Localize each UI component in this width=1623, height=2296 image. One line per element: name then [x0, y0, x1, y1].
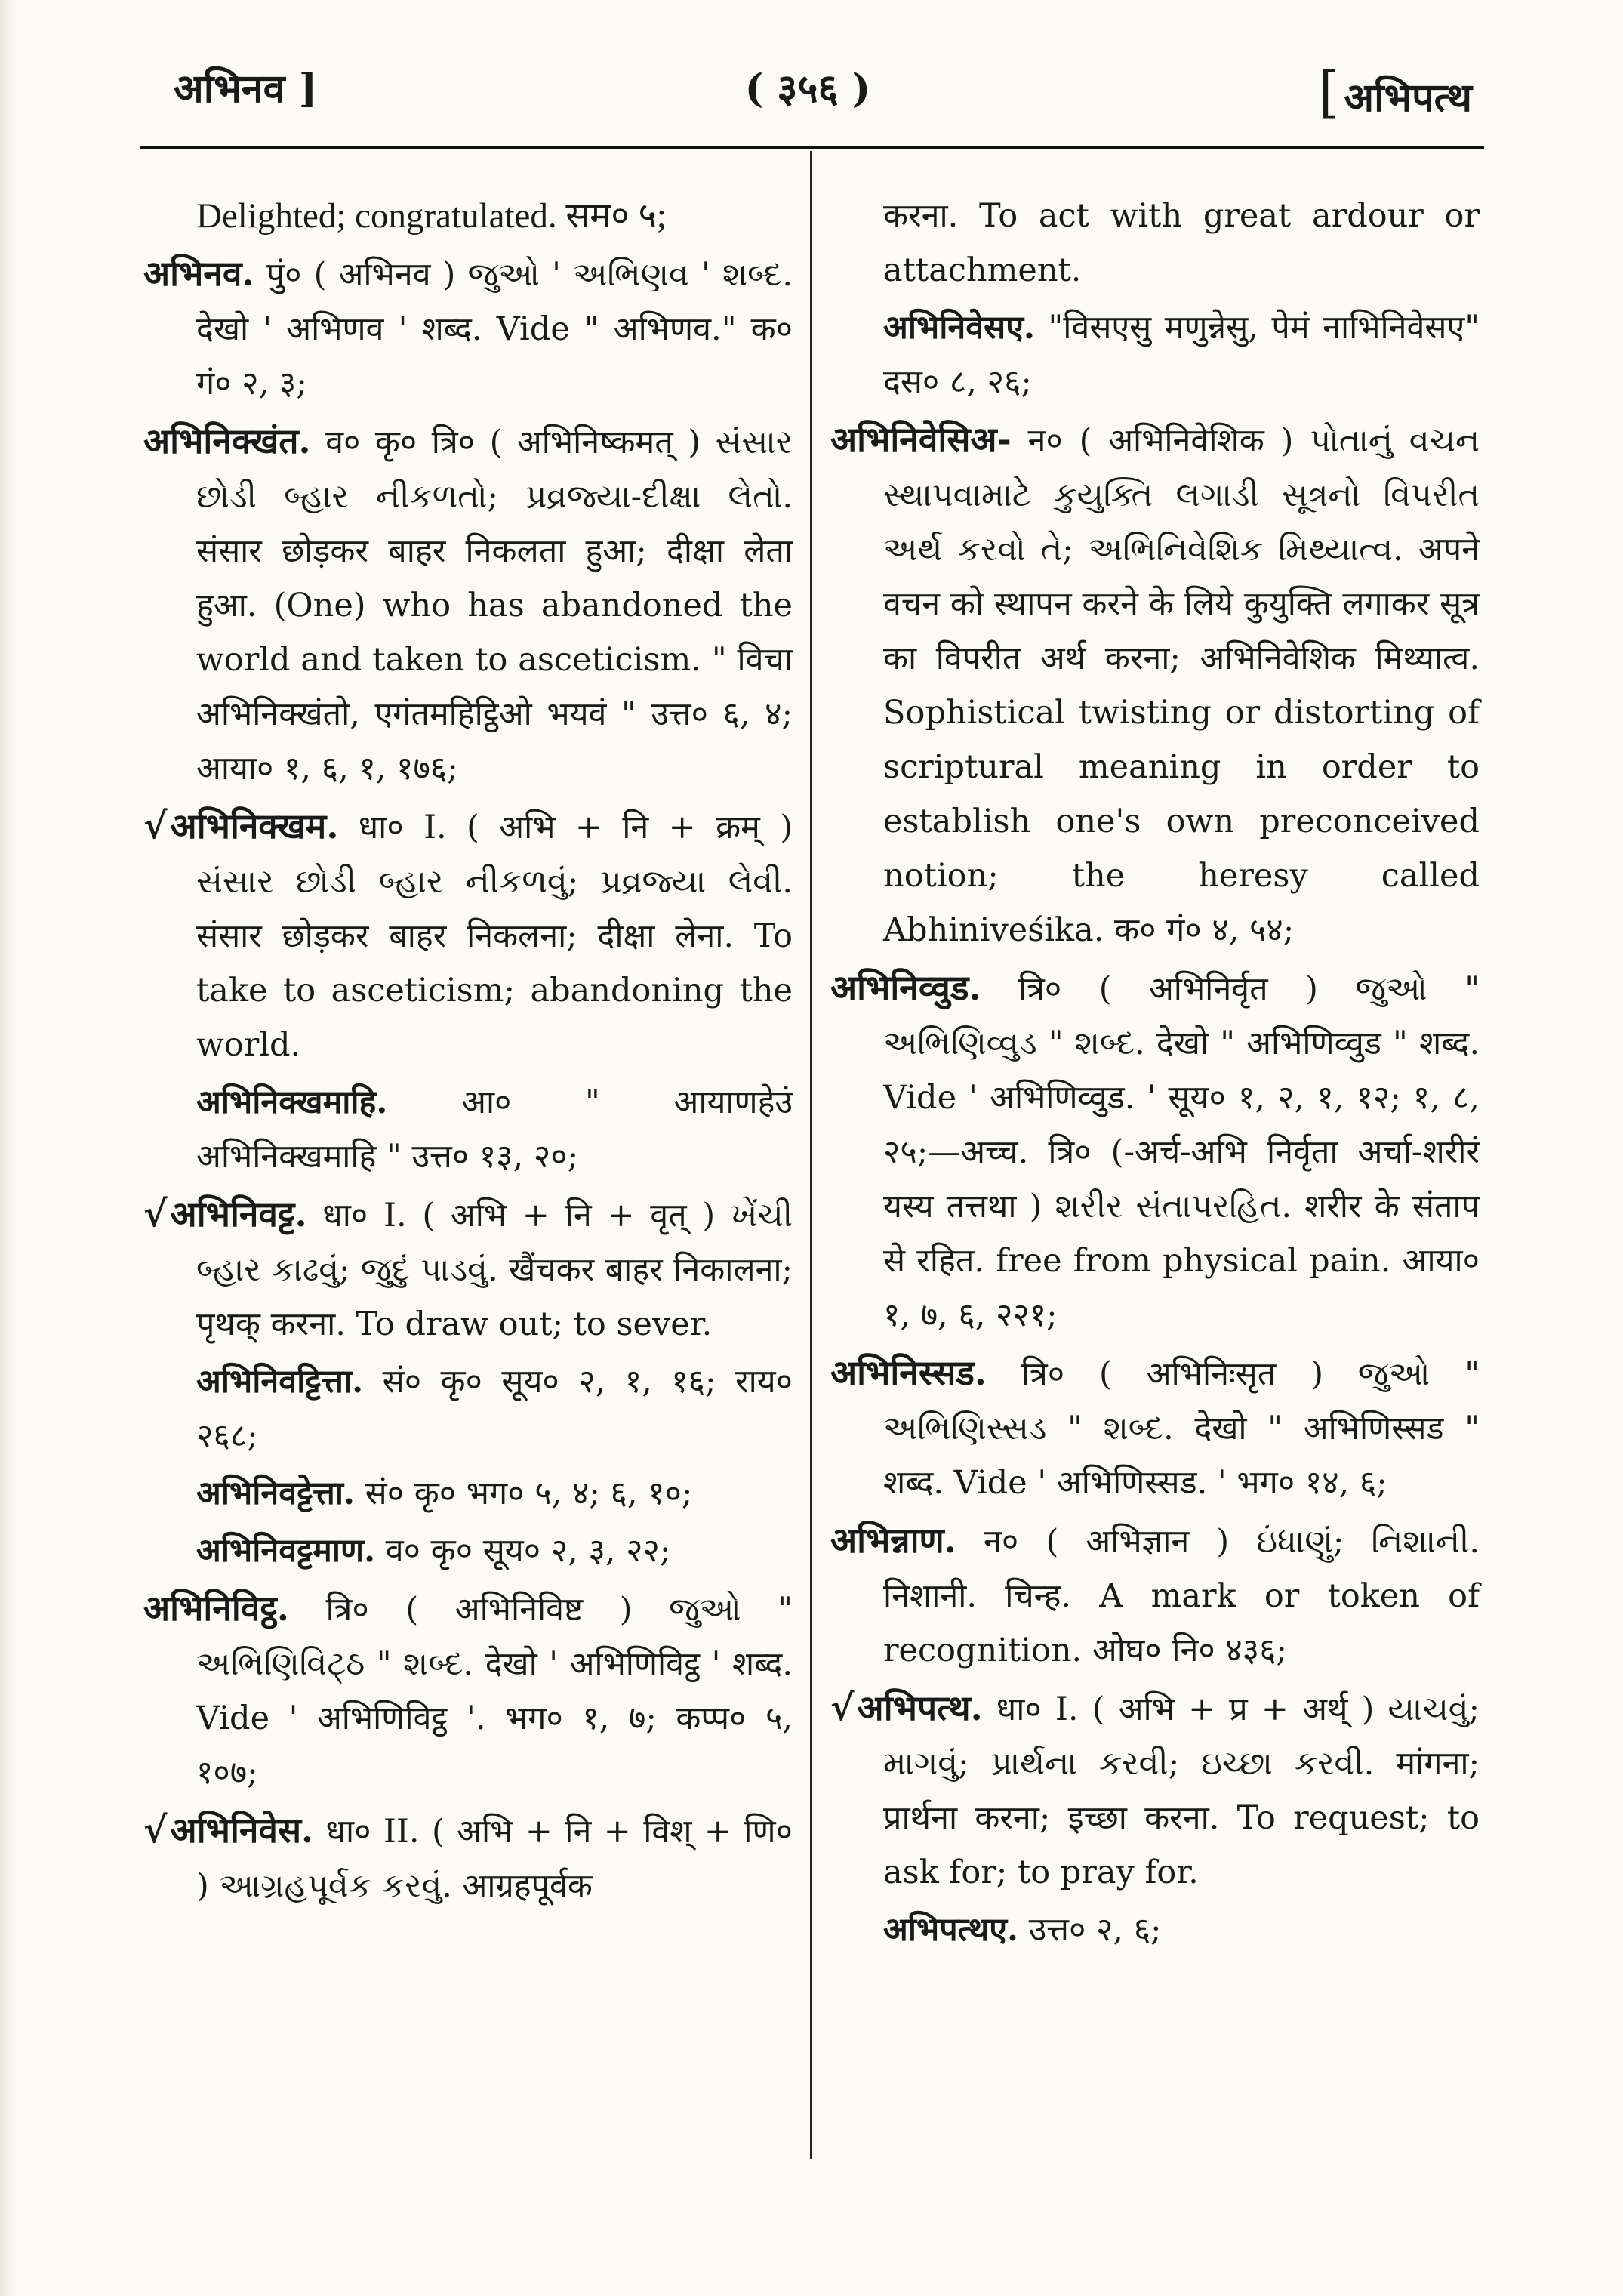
- entry-body: पुं० ( अभिनव ) જુઓ ' અભિણવ ' શબ્દ. देखो ' अभिणव ' शब्द. Vide " अभिणव." क० गं० २, ३;: [196, 256, 793, 402]
- right-column: [830, 189, 1480, 1960]
- scan-edge-shading: [0, 0, 14, 2296]
- dictionary-entry: [830, 1681, 1480, 1900]
- sub-entry: [143, 1354, 793, 1463]
- entry-body: त्रि० ( अभिनिःसृत ) જુઓ " અભિણિસ્સડ " શબ્દ. देखो " अभिणिस्सड " शब्द. Vide ' अभिणिस्सड. ' भग० १४, ६;: [883, 1355, 1480, 1502]
- entry-body: धा० II. ( अभि + नि + विश् + णि० ) આગ્રહપૂર્વક કરવું. आग्रहपूर्वक: [196, 1813, 793, 1905]
- entry-headword: अभिनिक्खम.: [170, 806, 339, 846]
- entry-headword: अभिपत्थ.: [857, 1687, 983, 1728]
- dictionary-entry: [143, 1581, 793, 1800]
- root-check-mark: √: [143, 805, 168, 847]
- dictionary-entry: [830, 960, 1480, 1342]
- sub-entry: [143, 1075, 793, 1184]
- header-right-guideword: [1318, 60, 1472, 124]
- dictionary-entry: [143, 414, 793, 796]
- sub-entry-headword: अभिनिवट्टमाण.: [196, 1532, 376, 1570]
- entry-headword: अभिनिवट्ट.: [170, 1194, 307, 1234]
- entry-headword: अभिनिक्खंत.: [143, 421, 311, 461]
- root-check-mark: √: [143, 1809, 168, 1851]
- dictionary-entry: [143, 246, 793, 411]
- sub-entry-body: "विसएसु मणुन्नेसु, पेमं नाभिनिवेसए" दस० ८, २६;: [883, 309, 1480, 401]
- sub-entry-body: सं० कृ० भग० ५, ४; ६, १०;: [365, 1475, 693, 1512]
- sub-entry: [143, 1524, 793, 1578]
- dictionary-entry: [143, 799, 793, 1072]
- entry-body: धा० I. ( अभि + नि + वृत् ) ખેંચી બ્હાર કાઢવું; જુદું પાડવું. खैंचकर बाहर निकालना; पृथक् करना. To draw out; to sever.: [196, 1197, 793, 1343]
- entry-body: धा० I. ( अभि + प्र + अर्थ् ) યાચવું; માગવું; પ્રાર્થના કરવી; ઇચ્છા કરવી. मांगना; प्रार्थना करना; इच्छा करना. To request; to ask for; to pray for.: [883, 1690, 1480, 1891]
- root-check-mark: √: [143, 1193, 168, 1235]
- sub-entry-body: आ० " आयाणहेउं अभिनिक्खमाहि " उत्त० १३, २०;: [196, 1083, 793, 1176]
- entry-headword: अभिनिस्सड.: [830, 1352, 987, 1393]
- sub-entry: [143, 1466, 793, 1521]
- root-check-mark: √: [830, 1687, 855, 1729]
- dictionary-entry: [143, 1187, 793, 1351]
- dictionary-entry: [830, 1513, 1480, 1678]
- header-rule: [140, 146, 1484, 149]
- entry-body: न० ( अभिज्ञान ) ઇંધાણું; નિશાની. निशानी. चिन्ह. A mark or token of recognition. ओघ० नि० ४३६;: [883, 1523, 1480, 1669]
- sub-entry-headword: अभिनिक्खमाहि.: [196, 1083, 388, 1121]
- header-left-guideword: अभिनव ]: [174, 66, 318, 112]
- entry-body: व० कृ० त्रि० ( अभिनिष्कमत् ) સંસાર છોડી બ્હાર નીકળતો; પ્રવ્રજ્યા-દીક્ષા લેતો. संसार छोड़कर बाहर निकलता हुआ; दीक्षा लेता हुआ. (One) who has abandoned the world and taken to asceticism. " विचा अभिनिक्खंतो, एगंतमहिट्ठिओ भयवं " उत्त० ६, ४; आया० १, ६, १, १७६;: [196, 424, 793, 787]
- entry-headword: अभिनिव्वुड.: [830, 967, 981, 1008]
- dictionary-entry: [830, 1345, 1480, 1510]
- entry-headword: अभिनिवेसिअ-: [830, 419, 1012, 460]
- entry-body: त्रि० ( अभिनिर्वृत ) જુઓ " અભિણિવ્વુડ " શબ્દ. देखो " अभिणिव्वुड " शब्द. Vide ' अभिणिव्वुड. ' सूय० १, २, १, १२; १, ८, २५;—अच्च. त्रि० (-अर्च-अभि निर्वृता अर्चा-शरीरं यस्य तत्तथा ) શરીર સંતાપરહિત. शरीर के संताप से रहित. free from physical pain. आया० १, ७, ६, २२१;: [883, 970, 1480, 1334]
- sub-entry-body: सं० कृ० सूय० २, १, १६; राय० २६८;: [196, 1363, 793, 1455]
- sub-entry-headword: अभिनिवट्टेत्ता.: [196, 1475, 355, 1512]
- dictionary-entry: [830, 412, 1480, 957]
- entry-body: धा० I. ( अभि + नि + क्रम् ) સંસાર છોડી બ્હાર નીકળવું; પ્રવ્રજ્યા લેવી. संसार छोड़कर बाहर निकलना; दीक्षा लेना. To take to asceticism; abandoning the world.: [196, 809, 793, 1064]
- entry-headword: अभिनिवेस.: [170, 1810, 314, 1851]
- sub-entry: [830, 300, 1480, 409]
- entry-body: न० ( अभिनिवेशिक ) પોતાનું વચન સ્થાપવામાટે કુયુક્તિ લગાડી સૂત્રનો વિપરીત અર્થ કરવો તે; અભિનિવેશિક મિથ્યાત્વ. अपने वचन को स्थापन करने के लिये कुयुक्ति लगाकर सूत्र का विपरीत अर्थ करना; अभिनिवेशिक मिथ्यात्व. Sophistical twisting or distorting of scriptural meaning in order to establish one's own preconceived notion; the heresy called Abhiniveśika. क० गं० ४, ५४;: [883, 422, 1480, 949]
- header-right-word: अभिपत्थ: [1344, 75, 1472, 121]
- entry-headword: अभिनव.: [143, 253, 254, 294]
- sub-entry-headword: अभिनिवेसए.: [883, 309, 1035, 347]
- header-right-bracket: [: [1318, 60, 1340, 124]
- dictionary-entry: [143, 1803, 793, 1913]
- sub-entry-body: व० कृ० सूय० २, ३, २२;: [385, 1532, 671, 1570]
- page-header: [143, 53, 1472, 124]
- sub-entry: [830, 1903, 1480, 1957]
- sub-entry-body: उत्त० २, ६;: [1028, 1911, 1162, 1949]
- sub-entry-headword: अभिपत्थए.: [883, 1911, 1019, 1949]
- page-number: ( ३५६ ): [744, 66, 871, 112]
- entry-continuation: करना. To act with great ardour or attachment.: [883, 197, 1480, 289]
- entry-continuation: Delighted; congratulated. सम० ५;: [196, 196, 667, 236]
- entry-headword: अभिन्नाण.: [830, 1520, 956, 1561]
- entry-headword: अभिनिविट्ठ.: [143, 1588, 289, 1629]
- entry-body: त्रि० ( अभिनिविष्ट ) જુઓ " અભિણિવિટ્ઠ " શબ્દ. देखो ' अभिणिविट्ठ ' शब्द. Vide ' अभिणिविट्ठ '. भग० १, ७; कप्प० ५, १०७;: [196, 1591, 793, 1792]
- column-divider: [810, 151, 812, 2159]
- left-column: [143, 189, 793, 1916]
- sub-entry-headword: अभिनिवट्टित्ता.: [196, 1363, 364, 1401]
